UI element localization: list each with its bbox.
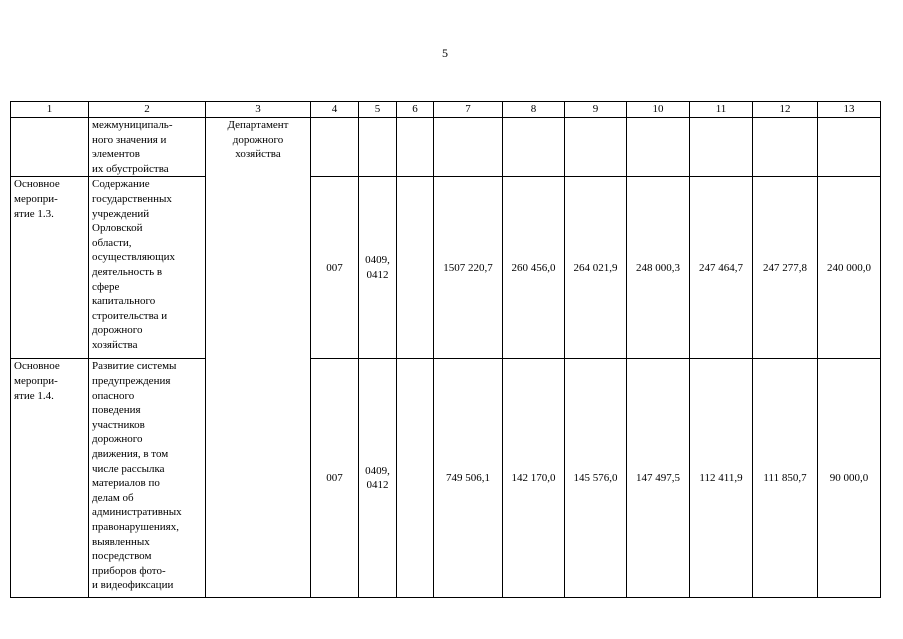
article-cell [397,177,434,359]
section-cell: 0409, 0412 [359,359,397,598]
header-cell: 7 [434,102,503,118]
budget-table [10,101,881,598]
year-amount-cell: 260 456,0 [503,177,565,359]
section-cell [359,118,397,177]
responsible-executor-cell: Департамент дорожного хозяйства [206,118,311,598]
section-cell: 0409, 0412 [359,177,397,359]
header-cell: 11 [690,102,753,118]
header-cell: 4 [311,102,359,118]
year-amount-cell: 264 021,9 [565,177,627,359]
column-number-row [11,102,881,118]
year-amount-cell: 111 850,7 [753,359,818,598]
header-cell: 10 [627,102,690,118]
activity-code-cell: Основное меропри- ятие 1.3. [11,177,89,359]
grbs-cell: 007 [311,177,359,359]
year-amount-cell [503,118,565,177]
activity-name-cell: Содержание государственных учреждений Орловской области, осуществляющих деятельность в сфере капитального строительства и дорожного хозяйства [89,177,206,359]
year-amount-cell: 240 000,0 [818,177,881,359]
activity-code-cell [11,118,89,177]
year-amount-cell [818,118,881,177]
header-cell: 2 [89,102,206,118]
year-amount-cell [690,118,753,177]
year-amount-cell: 145 576,0 [565,359,627,598]
grbs-cell: 007 [311,359,359,598]
activity-code-cell: Основное меропри- ятие 1.4. [11,359,89,598]
header-cell: 8 [503,102,565,118]
table-row [11,118,881,177]
year-amount-cell: 112 411,9 [690,359,753,598]
year-amount-cell [565,118,627,177]
table-row [11,359,881,598]
year-amount-cell [627,118,690,177]
activity-name-cell: Развитие системы предупреждения опасного поведения участников дорожного движения, в том числе рассылка материалов по делам об административных правонарушениях, выявленных посредством приборов фото- и видеофиксации [89,359,206,598]
activity-name-cell: межмуниципаль- ного значения и элементов их обустройства [89,118,206,177]
year-amount-cell: 247 464,7 [690,177,753,359]
header-cell: 3 [206,102,311,118]
header-cell: 12 [753,102,818,118]
table-row [11,177,881,359]
header-cell: 6 [397,102,434,118]
year-amount-cell: 147 497,5 [627,359,690,598]
article-cell [397,359,434,598]
page-number: 5 [442,46,448,60]
header-cell: 9 [565,102,627,118]
total-amount-cell [434,118,503,177]
total-amount-cell: 1507 220,7 [434,177,503,359]
year-amount-cell: 90 000,0 [818,359,881,598]
header-cell: 1 [11,102,89,118]
total-amount-cell: 749 506,1 [434,359,503,598]
grbs-cell [311,118,359,177]
year-amount-cell: 247 277,8 [753,177,818,359]
header-cell: 13 [818,102,881,118]
year-amount-cell: 142 170,0 [503,359,565,598]
year-amount-cell [753,118,818,177]
article-cell [397,118,434,177]
header-cell: 5 [359,102,397,118]
year-amount-cell: 248 000,3 [627,177,690,359]
